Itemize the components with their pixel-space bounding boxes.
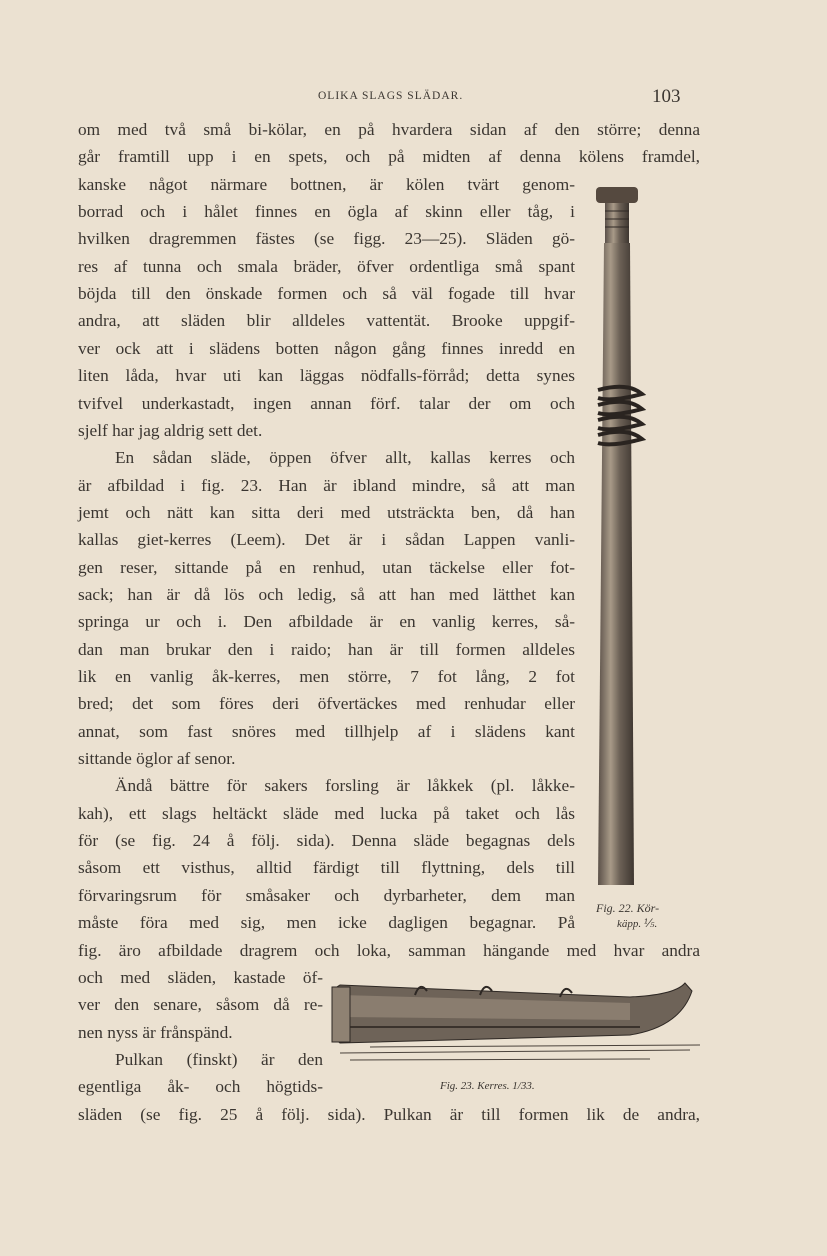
- fig22-caption-line2: käpp. ⅕.: [617, 918, 658, 930]
- text-line: annat, som fast snöres med tillhjelp af i slädens kant: [78, 721, 575, 741]
- text-line: sittande öglor af senor.: [78, 749, 236, 769]
- page-number: 103: [652, 86, 681, 107]
- text-line: och med släden, kastade öf-: [78, 967, 323, 987]
- text-line: sack; han är då lös och ledig, så att han med lätthet kan: [78, 584, 575, 604]
- text-line: nen nyss är frånspänd.: [78, 1022, 233, 1042]
- text-line: bred; det som föres deri öfvertäckes med renhudar eller: [78, 694, 575, 714]
- text-line: sjelf har jag aldrig sett det.: [78, 420, 263, 440]
- text-line: kah), ett slags heltäckt släde med lucka på taket och lås: [78, 803, 575, 823]
- text-line: res af tunna och smala bräder, öfver ordentliga små spant: [78, 256, 575, 276]
- text-line: egentliga åk- och högtids-: [78, 1077, 323, 1097]
- text-line: kanske något närmare bottnen, är kölen tvärt genom-: [78, 174, 575, 194]
- text-line: jemt och nätt kan sitta deri med utsträckta ben, då han: [78, 502, 575, 522]
- fig23-kerres-sled-illustration: [330, 975, 705, 1070]
- fig23-caption: Fig. 23. Kerres. 1/33.: [440, 1080, 535, 1092]
- text-line: En sådan släde, öppen öfver allt, kallas kerres och: [115, 448, 575, 468]
- fig22-driving-stick-illustration: [590, 185, 646, 890]
- text-line: för (se fig. 24 å följ. sida). Denna släde begagnas dels: [78, 831, 575, 851]
- text-line: fig. äro afbildade dragrem och loka, samman hängande med hvar andra: [78, 940, 700, 960]
- text-line: liten låda, hvar uti kan läggas nödfalls-förråd; detta synes: [78, 366, 575, 386]
- text-line: släden (se fig. 25 å följ. sida). Pulkan är till formen lik de andra,: [78, 1104, 700, 1124]
- text-line: böjda till den önskade formen och så väl fogade till hvar: [78, 284, 575, 304]
- text-line: tvifvel underkastadt, ingen annan förf. talar der om och: [78, 393, 575, 413]
- text-line: såsom ett visthus, alltid färdigt till flyttning, dels till: [78, 858, 575, 878]
- text-line: om med två små bi-kölar, en på hvardera sidan af den större; denna: [78, 120, 700, 139]
- text-line: Ändå bättre för sakers forsling är låkkek (pl. låkke-: [115, 776, 575, 796]
- text-line: är afbildad i fig. 23. Han är ibland mindre, så att man: [78, 475, 575, 495]
- text-line: springa ur och i. Den afbildade är en vanlig kerres, så-: [78, 612, 575, 632]
- text-line: Pulkan (finskt) är den: [115, 1049, 323, 1069]
- text-line: lik en vanlig åk-kerres, men större, 7 fot lång, 2 fot: [78, 667, 575, 686]
- text-line: måste föra med sig, men icke dagligen begagnar. På: [78, 913, 575, 933]
- text-line: borrad och i hålet finnes en ögla af skinn eller tåg, i: [78, 202, 575, 222]
- running-header: OLIKA SLAGS SLÄDAR.: [318, 90, 464, 102]
- text-line: förvaringsrum för småsaker och dyrbarheter, dem man: [78, 885, 575, 905]
- fig22-caption-line1: Fig. 22. Kör-: [596, 901, 660, 915]
- text-line: dan man brukar den i raido; han är till formen alldeles: [78, 639, 575, 659]
- text-line: hvilken dragremmen fästes (se figg. 23—25). Släden gö-: [78, 229, 575, 249]
- text-line: gen reser, sittande på en renhud, utan täckelse eller fot-: [78, 557, 575, 577]
- text-line: ver den senare, såsom då re-: [78, 995, 323, 1015]
- text-line: kallas giet-kerres (Leem). Det är i sådan Lappen vanli-: [78, 530, 575, 550]
- text-line: ver ock att i slädens botten någon gång finnes inredd en: [78, 338, 575, 358]
- text-line: går framtill upp i en spets, och på midten af denna kölens framdel,: [78, 147, 700, 167]
- text-line: andra, att släden blir alldeles vattentät. Brooke uppgif-: [78, 311, 575, 331]
